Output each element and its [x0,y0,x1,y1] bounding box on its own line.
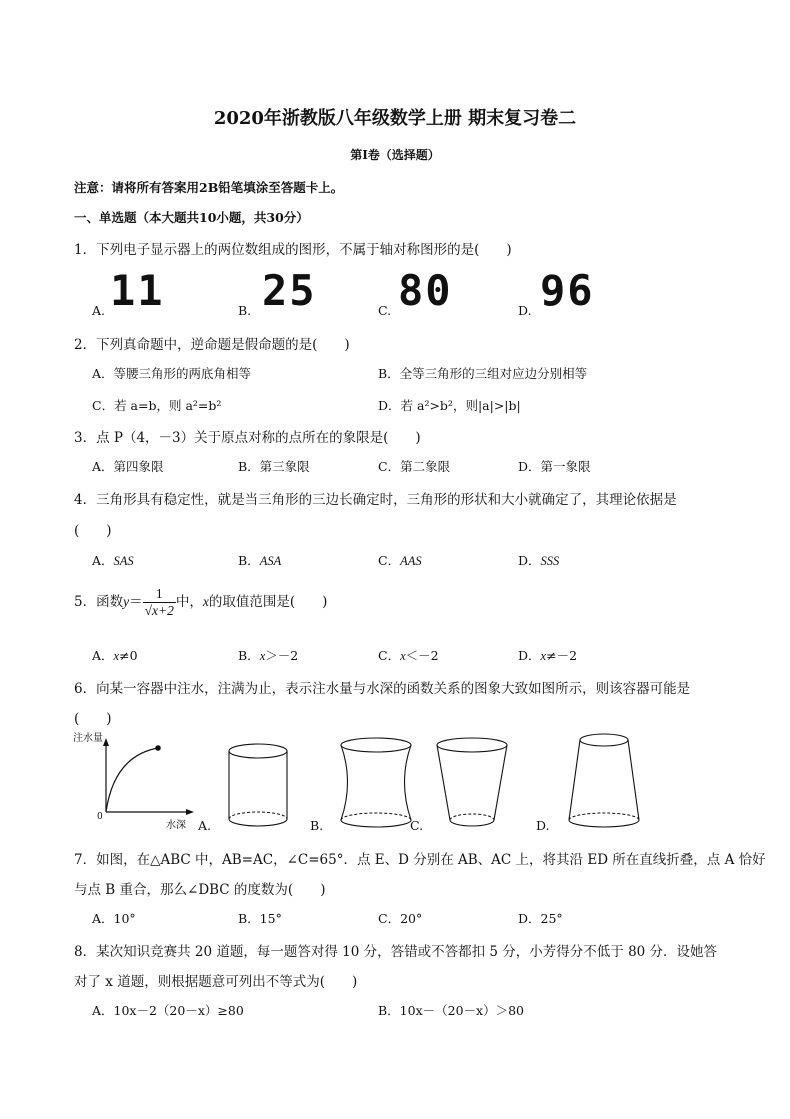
question-8-stem-cont: 对了 x 道题，则根据题意可列出不等式为( ) [74,974,358,990]
container-a-cylinder [226,742,290,828]
q4-option-a: A．SAS [92,553,134,568]
q6-option-c-label: C. [410,818,424,833]
graph-y-label: 注水量 [73,733,103,744]
graph-curve [106,748,158,812]
q5-fraction: $\frac{1}{√x+2}$ [144,586,174,618]
water-volume-graph [100,738,195,818]
question-6-stem: 6．向某一容器中注水，注满为止，表示注水量与水深的函数关系的图象大致如图所示，则该容器可能是 [74,681,691,697]
page-title: 2020年浙教版八年级数学上册 期末复习卷二 [213,108,577,129]
q6-option-d-label: D. [536,818,550,833]
q2-option-a: A．等腰三角形的两底角相等 [92,366,252,381]
page-subtitle: 第Ⅰ卷（选择题） [350,148,440,162]
q2-option-d: D．若 a²>b²，则|a|>|b| [378,398,521,413]
graph-end-point [155,745,161,751]
q1-option-c-label: C. [378,303,392,318]
q7-option-b: B．15° [238,911,282,926]
q1-option-d-label: D. [518,303,532,318]
q4-option-c: C．AAS [378,553,422,568]
question-8-stem: 8．某次知识竞赛共 20 道题，每一题答对得 10 分，答错或不答都扣 5 分，小芳得分不低于 80 分．设她答 [74,944,718,960]
q1-option-d-digits: 96 [540,266,595,315]
q1-option-b-label: B. [238,303,252,318]
q5-option-b: B．x＞－2 [238,648,299,663]
q7-option-c: C．20° [378,911,423,926]
graph-origin-label: 0 [97,812,103,822]
question-4-stem-cont: ( ) [74,523,112,539]
q6-option-a-label: A. [198,818,212,833]
q7-option-d: D．25° [518,911,563,926]
q3-option-b: B．第三象限 [238,459,310,474]
q2-option-c: C．若 a=b，则 a²=b² [92,398,222,413]
container-b-concave [338,736,414,830]
question-5-stem: 5．函数y＝ $\frac{1}{√x+2}$ 中，x的取值范围是( ) [74,586,328,618]
q7-option-a: A．10° [92,911,136,926]
question-4-stem: 4．三角形具有稳定性，就是当三角形的三边长确定时，三角形的形状和大小就确定了，其理论依据是 [74,492,677,508]
question-7-stem-cont: 与点 B 重合，那么∠DBC 的度数为( ) [74,882,326,898]
q5-option-d: D．x≠－2 [518,648,578,663]
q1-option-a-digits: 11 [110,266,165,315]
container-c-tapered-down [434,736,510,830]
q5-option-a: A．x≠0 [92,648,138,663]
graph-y-arrow [103,738,109,746]
q1-option-b-digits: 25 [262,266,317,315]
graph-x-arrow [186,809,194,815]
q3-option-a: A．第四象限 [92,459,164,474]
q4-option-b: B．ASA [238,553,282,568]
q8-option-b: B．10x－（20－x）＞80 [378,1003,525,1018]
q1-option-c-digits: 80 [398,266,453,315]
q5-option-c: C．x＜－2 [378,648,439,663]
question-7-stem: 7．如图，在△ABC 中，AB=AC，∠C=65°．点 E、D 分别在 AB、AC 上，将其沿 ED 所在直线折叠，点 A 恰好 [74,852,766,868]
notice: 注意：请将所有答案用2B铅笔填涂至答题卡上。 [74,180,344,195]
section-heading: 一、单选题（本大题共10小题，共30分） [74,210,309,225]
container-d-tapered-up [566,732,642,830]
question-6-stem-cont: ( ) [74,711,112,727]
q4-option-d: D．SSS [518,553,560,568]
q3-option-c: C．第二象限 [378,459,451,474]
question-3-stem: 3．点 P（4，－3）关于原点对称的点所在的象限是( ) [74,430,421,446]
q3-option-d: D．第一象限 [518,459,591,474]
graph-x-label: 水深 [166,820,186,831]
q6-option-b-label: B. [310,818,324,833]
question-2-stem: 2．下列真命题中，逆命题是假命题的是( ) [74,337,350,353]
q2-option-b: B．全等三角形的三组对应边分别相等 [378,366,588,381]
question-1-stem: 1．下列电子显示器上的两位数组成的图形，不属于轴对称图形的是( ) [74,242,512,258]
q1-option-a-label: A. [92,303,106,318]
q8-option-a: A．10x－2（20－x）≥80 [92,1003,244,1018]
